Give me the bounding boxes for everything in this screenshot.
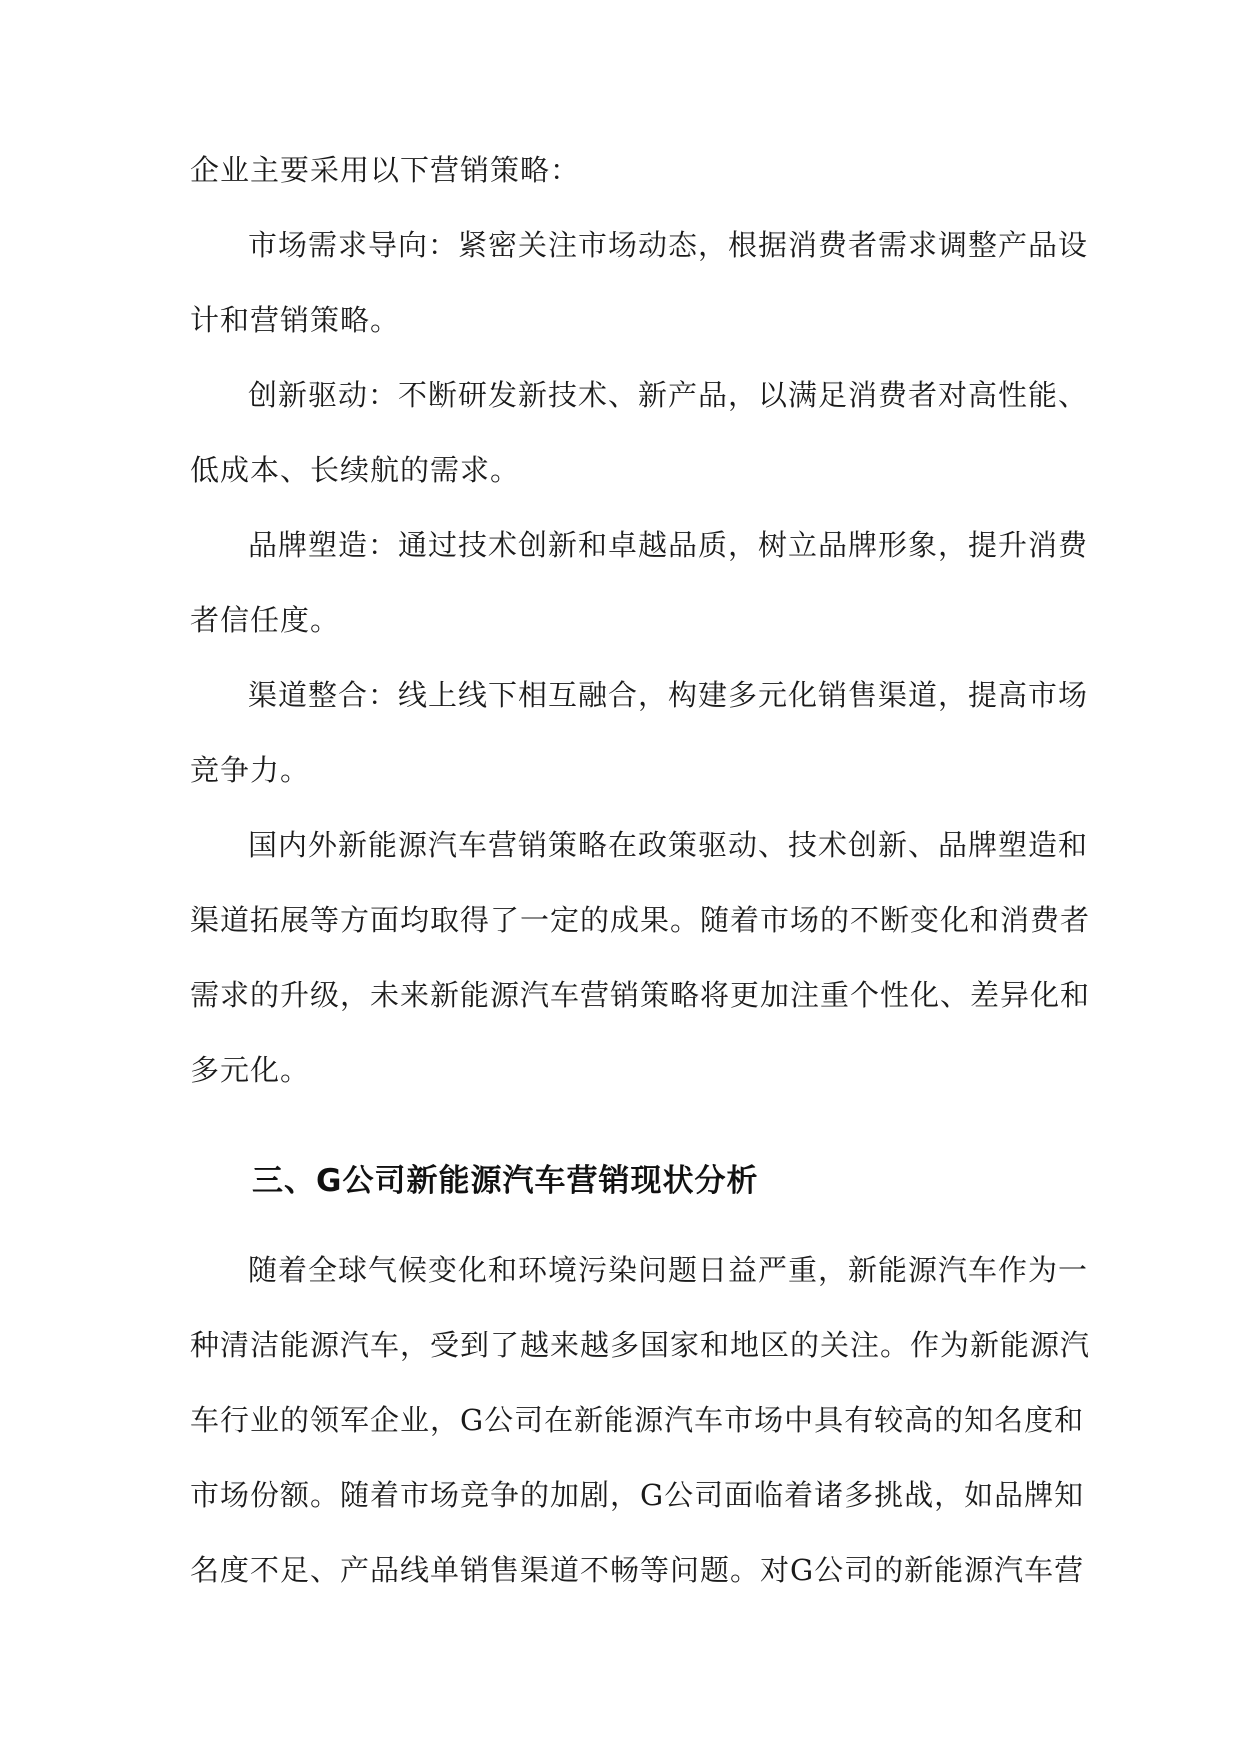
text-line: 品牌塑造：通过技术创新和卓越品质，树立品牌形象，提升消费	[248, 528, 1089, 562]
text-line: 随着全球气候变化和环境污染问题日益严重，新能源汽车作为一	[248, 1253, 1089, 1287]
paragraph-market-demand	[190, 208, 1089, 358]
paragraph-intro	[190, 133, 1070, 208]
text-line: 创新驱动：不断研发新技术、新产品，以满足消费者对高性能、	[248, 378, 1089, 412]
text-line: 国内外新能源汽车营销策略在政策驱动、技术创新、品牌塑造和	[248, 828, 1089, 862]
text-line: 计和营销策略。	[190, 303, 401, 337]
text-line: 渠道拓展等方面均取得了一定的成果。随着市场的不断变化和消费者	[190, 903, 1091, 937]
text-line: 需求的升级，未来新能源汽车营销策略将更加注重个性化、差异化和	[190, 978, 1091, 1012]
text-line: 市场份额。随着市场竞争的加剧，G公司面临着诸多挑战，如品牌知	[190, 1478, 1085, 1512]
text-line: 渠道整合：线上线下相互融合，构建多元化销售渠道，提高市场	[248, 678, 1089, 712]
paragraph-summary	[190, 808, 1091, 1108]
text-line: 名度不足、产品线单销售渠道不畅等问题。对G公司的新能源汽车营	[190, 1553, 1085, 1587]
text-line: 车行业的领军企业，G公司在新能源汽车市场中具有较高的知名度和	[190, 1403, 1085, 1437]
paragraph-innovation	[190, 358, 1089, 508]
text-line: 低成本、长续航的需求。	[190, 453, 521, 487]
paragraph-brand	[190, 508, 1089, 658]
text-line: 种清洁能源汽车，受到了越来越多国家和地区的关注。作为新能源汽	[190, 1328, 1091, 1362]
text-line: 企业主要采用以下营销策略：	[190, 153, 581, 187]
text-line: 者信任度。	[190, 603, 341, 637]
paragraph-channel	[190, 658, 1089, 808]
section-heading: 三、G公司新能源汽车营销现状分析	[252, 1163, 759, 1199]
paragraph-section-intro	[190, 1233, 1091, 1608]
text-line: 多元化。	[190, 1053, 311, 1087]
text-line: 市场需求导向：紧密关注市场动态，根据消费者需求调整产品设	[248, 228, 1089, 262]
text-line: 竞争力。	[190, 753, 311, 787]
